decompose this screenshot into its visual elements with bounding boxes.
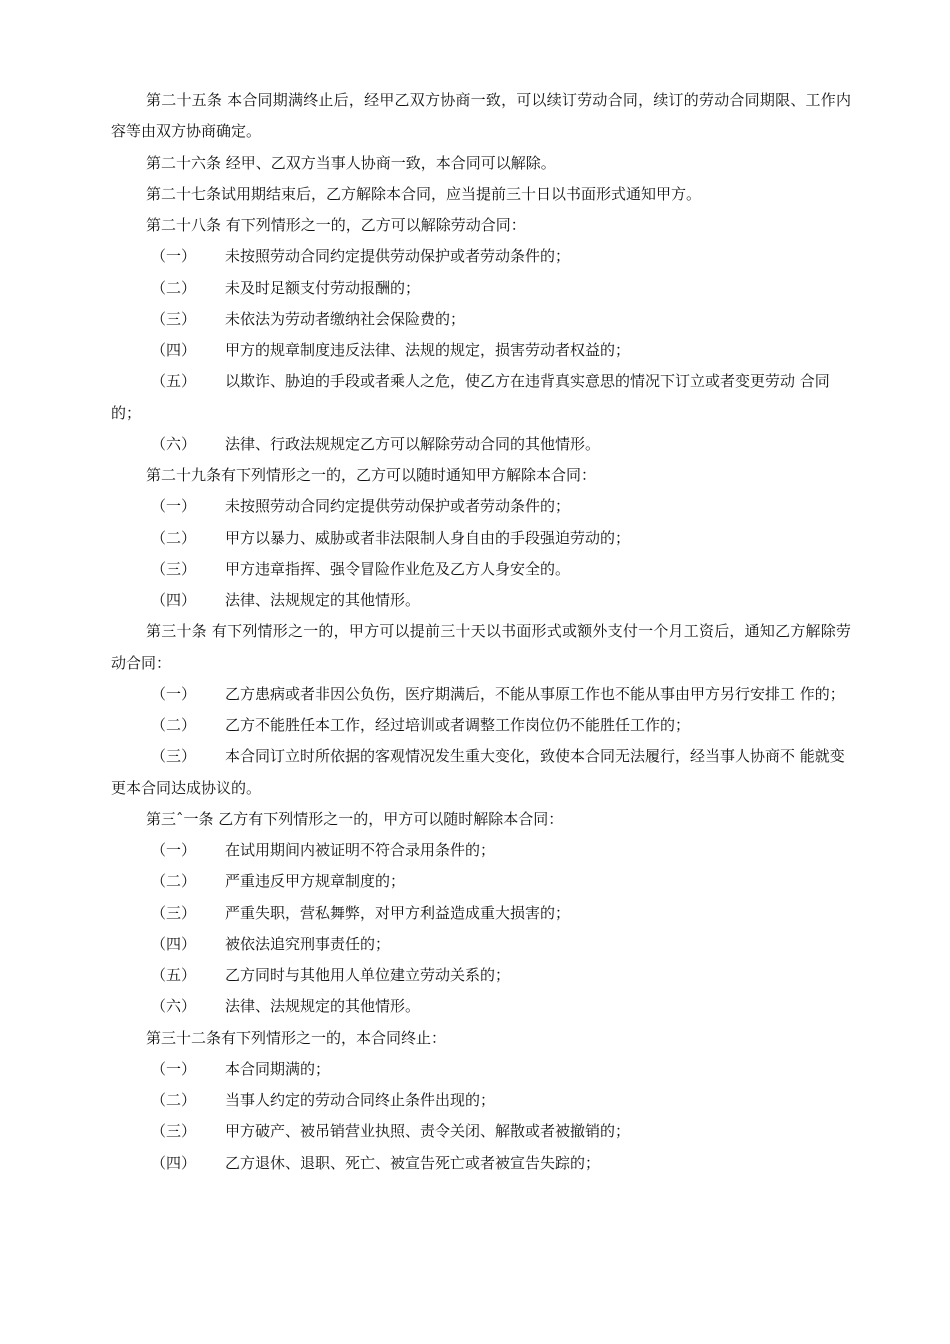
- list-item: [111, 241, 851, 272]
- list-item-text: 未及时足额支付劳动报酬的；: [225, 278, 421, 297]
- list-item: [111, 898, 851, 929]
- list-item-text: 甲方以暴力、威胁或者非法限制人身自由的手段强迫劳动的；: [225, 528, 631, 547]
- list-item: [111, 304, 851, 335]
- list-item-number: （二）: [151, 278, 197, 297]
- list-item-text: 被依法追究刑事责任的；: [225, 934, 391, 953]
- list-item-number: （一）: [151, 497, 197, 516]
- list-item-text: 法律、行政法规规定乙方可以解除劳动合同的其他情形。: [225, 434, 601, 453]
- list-item: [111, 929, 851, 960]
- list-item: [111, 710, 851, 741]
- list-item-number: （一）: [151, 1059, 197, 1078]
- article-paragraph: 第二十五条 本合同期满终止后，经甲乙双方协商一致，可以续订劳动合同，续订的劳动合同期限、工作内容等由双方协商确定。: [111, 91, 851, 141]
- list-item-number: （三）: [151, 309, 197, 328]
- list-item: [111, 1085, 851, 1116]
- list-item: [111, 1148, 851, 1179]
- list-item-number: （六）: [151, 997, 197, 1016]
- document-body: [111, 85, 851, 1179]
- list-item-number: （三）: [151, 1122, 197, 1141]
- list-item-number: （二）: [151, 872, 197, 891]
- list-item: [111, 585, 851, 616]
- list-item-text: 未依法为劳动者缴纳社会保险费的；: [225, 309, 466, 328]
- list-item: [111, 1054, 851, 1085]
- list-item-number: （三）: [151, 559, 197, 578]
- list-item-number: （四）: [151, 591, 197, 609]
- list-item-text: 以欺诈、胁迫的手段或者乘人之危，使乙方在违背真实意思的情况下订立或者变更劳动 合同的；: [111, 372, 830, 422]
- list-item-number: （二）: [151, 1091, 197, 1109]
- list-item-text: 乙方退休、退职、死亡、被宣告死亡或者被宣告失踪的；: [225, 1153, 601, 1172]
- list-item: [111, 960, 851, 991]
- list-item: [111, 554, 851, 585]
- list-item-text: 乙方患病或者非因公负伤，医疗期满后，不能从事原工作也不能从事由甲方另行安排工 作的；: [225, 684, 845, 703]
- list-item-number: （三）: [151, 903, 197, 922]
- list-item-text: 法律、法规规定的其他情形。: [225, 997, 421, 1016]
- list-item-number: （二）: [151, 528, 197, 547]
- list-item: [111, 523, 851, 554]
- list-item-text: 法律、法规规定的其他情形。: [225, 591, 421, 609]
- list-item-text: 乙方不能胜任本工作，经过培训或者调整工作岗位仍不能胜任工作的；: [225, 716, 691, 734]
- list-item-number: （二）: [151, 716, 197, 734]
- list-item-text: 未按照劳动合同约定提供劳动保护或者劳动条件的；: [225, 247, 571, 266]
- list-item: [111, 491, 851, 522]
- list-item: [111, 1116, 851, 1147]
- list-item-text: 严重失职，营私舞弊，对甲方利益造成重大损害的；: [225, 903, 571, 922]
- list-item-text: 甲方的规章制度违反法律、法规的规定，损害劳动者权益的；: [225, 341, 631, 359]
- list-item-text: 未按照劳动合同约定提供劳动保护或者劳动条件的；: [225, 497, 571, 516]
- list-item: [111, 366, 851, 429]
- list-item: [111, 741, 851, 804]
- list-item: [111, 835, 851, 866]
- list-item-text: 甲方破产、被吊销营业执照、责令关闭、解散或者被撤销的；: [225, 1122, 631, 1141]
- list-item: [111, 866, 851, 897]
- list-item-text: 本合同期满的；: [225, 1059, 331, 1078]
- list-item: [111, 335, 851, 366]
- list-item-number: （四）: [151, 341, 197, 359]
- list-item-text: 当事人约定的劳动合同终止条件出现的；: [225, 1091, 496, 1109]
- article-paragraph: 第二十六条 经甲、乙双方当事人协商一致，本合同可以解除。: [146, 153, 556, 172]
- list-item: [111, 429, 851, 460]
- list-item-number: （三）: [151, 747, 197, 766]
- article-paragraph: 第二十八条 有下列情形之一的，乙方可以解除劳动合同：: [146, 216, 526, 234]
- article-paragraph: 第二十九条有下列情形之一的，乙方可以随时通知甲方解除本合同：: [146, 466, 597, 484]
- list-item-number: （六）: [151, 434, 197, 453]
- list-item-number: （五）: [151, 372, 197, 391]
- list-item-number: （四）: [151, 934, 197, 953]
- list-item-text: 在试用期间内被证明不符合录用条件的；: [225, 841, 496, 859]
- list-item-text: 本合同订立时所依据的客观情况发生重大变化，致使本合同无法履行，经当事人协商不 能就变更本合同达成协议的。: [111, 747, 845, 797]
- article-paragraph: 第三十二条有下列情形之一的，本合同终止：: [146, 1028, 447, 1047]
- list-item-number: （一）: [151, 684, 197, 703]
- list-item-number: （一）: [151, 247, 197, 266]
- list-item-number: （五）: [151, 966, 197, 984]
- list-item: [111, 991, 851, 1022]
- article-paragraph: 第二十七条试用期结束后，乙方解除本合同，应当提前三十日以书面形式通知甲方。: [146, 184, 702, 203]
- list-item-number: （四）: [151, 1153, 197, 1172]
- list-item-text: 甲方违章指挥、强令冒险作业危及乙方人身安全的。: [225, 559, 571, 578]
- list-item-number: （一）: [151, 841, 197, 859]
- list-item: [111, 679, 851, 710]
- list-item-text: 乙方同时与其他用人单位建立劳动关系的；: [225, 966, 511, 984]
- list-item: [111, 273, 851, 304]
- list-item-text: 严重违反甲方规章制度的；: [225, 872, 406, 891]
- article-paragraph: 第三十条 有下列情形之一的，甲方可以提前三十天以书面形式或额外支付一个月工资后，通知乙方解除劳动合同：: [111, 622, 851, 672]
- article-paragraph: 第三ˆ一条 乙方有下列情形之一的，甲方可以随时解除本合同：: [146, 809, 564, 828]
